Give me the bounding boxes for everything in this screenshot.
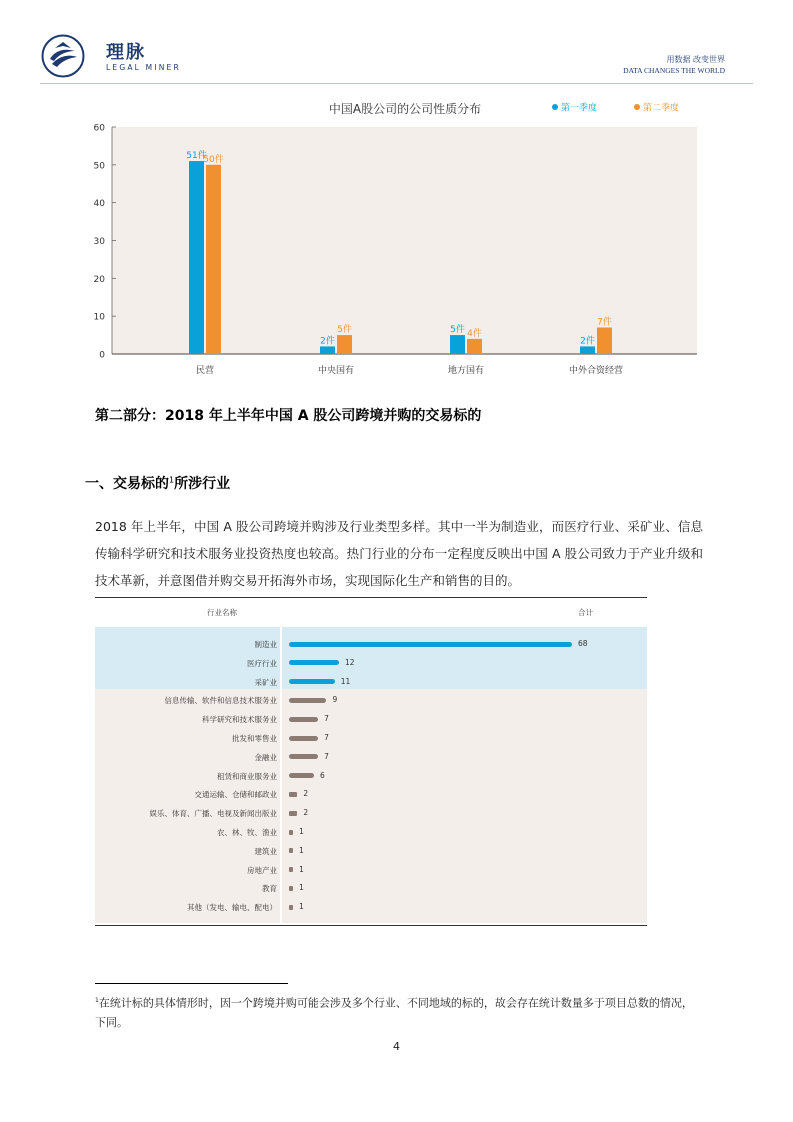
- industry-bar: [289, 905, 293, 910]
- y-tick-label: 0: [99, 350, 105, 361]
- company-nature-bar-chart: [85, 95, 705, 385]
- industry-value: 7: [324, 733, 329, 742]
- table-column-divider: [280, 627, 282, 925]
- industry-value: 2: [303, 789, 309, 799]
- industry-label: 建筑业: [254, 846, 277, 856]
- bar-value-label: 7件: [597, 317, 612, 328]
- industry-label: 娱乐、体育、广播、电视及新闻出版业: [149, 809, 277, 819]
- bar-1-3: [450, 335, 465, 354]
- chart-title: 中国A股公司的公司性质分布: [328, 102, 482, 116]
- bar-value-label: 5件: [337, 325, 352, 336]
- slogan-en: DATA CHANGES THE WORLD: [623, 66, 725, 75]
- x-tick-label: 中外合资经营: [568, 366, 624, 376]
- industry-bar: [289, 754, 318, 759]
- bar-value-label: 51件: [186, 151, 207, 162]
- y-tick-label: 40: [93, 199, 105, 210]
- industry-label: 采矿业: [254, 677, 277, 687]
- bar-value-label: 2件: [320, 336, 335, 347]
- footnote-ref[interactable]: 1: [169, 475, 175, 485]
- bar-1-2: [320, 346, 335, 354]
- bar-1-1: [189, 161, 204, 354]
- header-divider: [40, 83, 753, 84]
- industry-label: 科学研究和技术服务业: [202, 715, 277, 725]
- industry-label: 金融业: [254, 752, 277, 762]
- bar-2-3: [467, 339, 482, 354]
- table-header-industry: 行业名称: [207, 608, 237, 617]
- footnote-rule: [95, 983, 288, 984]
- footnote: [95, 991, 703, 1032]
- footnote-text: 在统计标的具体情形时，因一个跨境并购可能会涉及多个行业、不同地域的标的，故会存在统计数量多于项目总数的情况，下同。: [95, 996, 693, 1029]
- bar-2-1: [206, 165, 221, 354]
- subsection-title-text: 一、交易标的: [85, 476, 169, 492]
- industry-label: 信息传输、软件和信息技术服务业: [164, 696, 277, 706]
- industry-label: 批发和零售业: [232, 734, 277, 743]
- bar-value-label: 4件: [467, 328, 482, 339]
- industry-bar: [289, 679, 335, 684]
- industry-bar: [289, 867, 293, 872]
- legend-marker-1: [552, 104, 558, 110]
- table-bottom-rule: [95, 925, 647, 926]
- industry-value: 7: [324, 714, 329, 724]
- industry-bar: [289, 848, 293, 853]
- industry-value: 9: [332, 695, 338, 705]
- industry-value: 6: [319, 770, 325, 780]
- legend-label-1: 第一季度: [561, 103, 598, 114]
- industry-bar: [289, 660, 339, 665]
- y-tick-label: 20: [93, 274, 105, 285]
- industry-value: 2: [303, 808, 309, 818]
- industry-label: 制造业: [254, 640, 277, 649]
- industry-value: 1: [299, 845, 304, 855]
- industry-label: 教育: [262, 884, 277, 894]
- industry-label: 农、林、牧、渔业: [217, 828, 277, 837]
- bar-1-4: [580, 346, 595, 354]
- subsection-title-tail: 所涉行业: [174, 476, 231, 492]
- industry-label: 房地产业: [247, 865, 277, 875]
- table-top-rule: [95, 597, 647, 598]
- industry-label: 租赁和商业服务业: [217, 771, 277, 781]
- y-tick-label: 30: [93, 237, 105, 247]
- page-number: 4: [393, 1040, 400, 1053]
- industry-value: 11: [340, 676, 351, 686]
- bar-2-2: [337, 335, 352, 354]
- brand-name-cn: 理脉: [106, 42, 146, 63]
- bar-value-label: 2件: [580, 336, 595, 347]
- y-tick-label: 60: [93, 123, 105, 134]
- industry-label: 其他（发电、输电、配电）: [187, 903, 277, 913]
- industry-value: 1: [299, 827, 304, 836]
- industry-bar: [289, 811, 297, 816]
- section-title: 第二部分：2018 年上半年中国 A 股公司跨境并购的交易标的: [95, 408, 482, 424]
- legend-label-2: 第二季度: [643, 103, 680, 114]
- x-tick-label: 地方国有: [447, 366, 485, 376]
- x-tick-label: 民营: [195, 366, 215, 376]
- subsection-title: [85, 473, 230, 493]
- footnote-mark: 1: [95, 997, 99, 1004]
- industry-bar: [289, 773, 314, 778]
- y-tick-label: 10: [93, 312, 105, 323]
- body-paragraph: 2018 年上半年，中国 A 股公司跨境并购涉及行业类型多样。其中一半为制造业，而医疗行业、采矿业、信息传输科学研究和技术服务业投资热度也较高。热门行业的分布一定程度反映出中国 A 股公司致力于产业升级和技术革新，并意图借并购交易开拓海外市场，实现国际化生产和销售的目的。: [95, 519, 703, 588]
- industry-bar: [289, 717, 318, 722]
- bar-value-label: 50件: [203, 154, 224, 165]
- industry-value: 1: [299, 864, 304, 874]
- table-highlight-band: [95, 627, 647, 689]
- industry-bar: [289, 830, 293, 835]
- industry-bar: [289, 792, 297, 797]
- legal-miner-logo-icon: [41, 34, 85, 78]
- industry-label: 交通运输、仓储和邮政业: [194, 790, 277, 800]
- industry-bar: [289, 886, 293, 891]
- industry-value: 1: [299, 883, 304, 893]
- bar-2-4: [597, 328, 612, 354]
- table-body-band: [95, 689, 647, 923]
- industry-bar: [289, 642, 572, 647]
- industry-value: 68: [578, 639, 588, 648]
- y-tick-label: 50: [93, 161, 105, 172]
- brand-name-en: LEGAL MINER: [106, 63, 181, 72]
- x-tick-label: 中央国有: [317, 366, 355, 376]
- industry-value: 12: [344, 657, 355, 667]
- bar-value-label: 5件: [450, 325, 465, 336]
- industry-bar: [289, 736, 318, 741]
- industry-value: 1: [299, 902, 304, 912]
- slogan-cn: 用数据 改变世界: [666, 55, 725, 64]
- legend-marker-2: [634, 104, 640, 110]
- industry-value: 7: [324, 751, 329, 761]
- industry-label: 医疗行业: [247, 658, 277, 668]
- industry-bar: [289, 698, 326, 703]
- table-header-total: 合计: [578, 608, 593, 617]
